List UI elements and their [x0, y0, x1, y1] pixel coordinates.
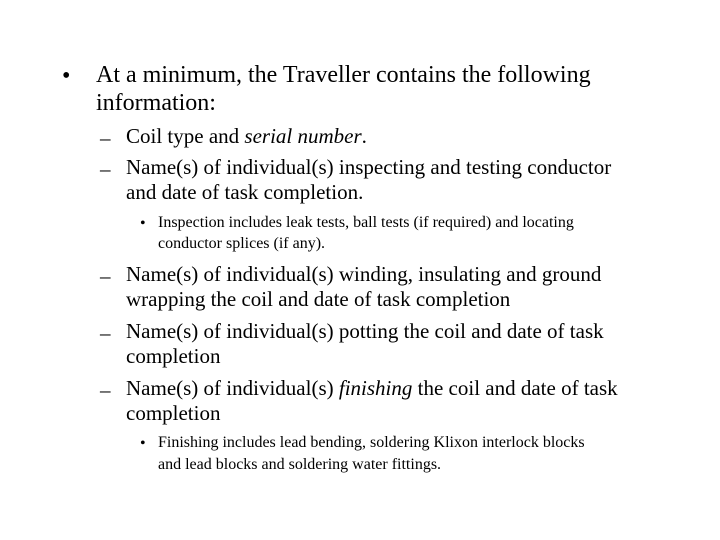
text-line: and lead blocks and soldering water fittings.	[158, 456, 442, 473]
text-run: .	[361, 124, 367, 148]
dash-bullet: –	[100, 126, 111, 150]
text-line: completion	[126, 401, 221, 425]
text-run: Name(s) of individual(s)	[126, 376, 339, 400]
dash-bullet: –	[100, 378, 111, 402]
text-line: Name(s) of individual(s) potting the coil and date of task	[126, 319, 604, 343]
emphasis-finishing: finishing	[338, 376, 413, 400]
subsubitem-finishing-includes	[158, 435, 585, 479]
text-line: and date of task completion.	[126, 180, 364, 204]
subitem-winding	[126, 264, 601, 314]
text-line: Inspection includes leak tests, ball tests (if required) and locating	[158, 214, 574, 231]
text-line	[126, 378, 618, 403]
bullet-level1: •	[62, 63, 71, 89]
subitem-inspecting-testing	[126, 157, 611, 207]
text-line	[126, 126, 367, 147]
bullet-text-minimum-info	[96, 63, 591, 119]
text-run: Coil type and	[126, 124, 245, 148]
subitem-potting	[126, 321, 604, 371]
subitem-coil-type	[126, 126, 367, 147]
text-line: conductor splices (if any).	[158, 235, 326, 252]
text-line: information:	[96, 90, 216, 116]
dash-bullet: –	[100, 321, 111, 345]
text-run: the coil and date of task	[412, 376, 618, 400]
dash-bullet: –	[100, 264, 111, 288]
bullet-level3: •	[140, 215, 146, 232]
text-line: completion	[126, 344, 221, 368]
emphasis-serial-number: serial number	[244, 124, 362, 148]
subsubitem-inspection-includes	[158, 215, 574, 257]
bullet-level3: •	[140, 435, 146, 452]
dash-bullet: –	[100, 157, 111, 181]
text-line: Finishing includes lead bending, soldering Klixon interlock blocks	[158, 434, 585, 451]
subitem-finishing	[126, 378, 618, 428]
text-line: wrapping the coil and date of task completion	[126, 287, 511, 311]
text-line: At a minimum, the Traveller contains the following	[96, 62, 591, 88]
text-line: Name(s) of individual(s) winding, insulating and ground	[126, 262, 602, 286]
text-line: Name(s) of individual(s) inspecting and testing conductor	[126, 155, 612, 179]
